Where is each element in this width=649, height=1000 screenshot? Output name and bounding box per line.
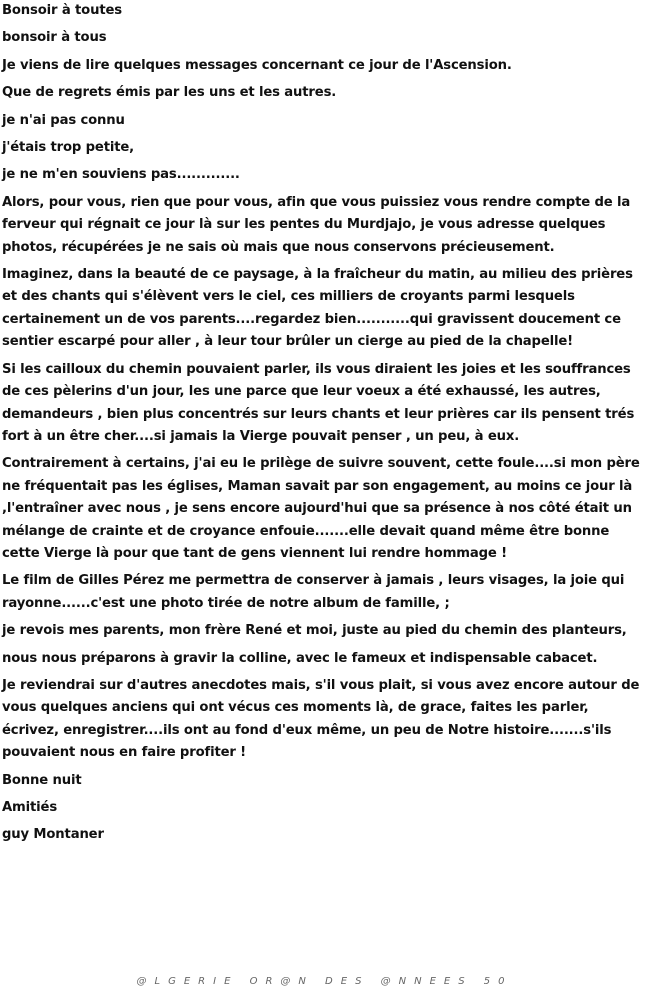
letter-paragraph: Imaginez, dans la beauté de ce paysage, à la fraîcheur du matin, au milieu des prières et des chants qui s'élèvent vers le ciel, ces milliers de croyants parmi lesquels certainement un de vos parents....regardez bien...........qui gravissent doucement ce sentier escarpé pour aller , à leur tour brûler un cierge au pied de la chapelle! [2, 267, 633, 350]
letter-paragraph: Que de regrets émis par les uns et les autres. [2, 85, 337, 101]
greeting-line: Bonsoir à toutes [2, 3, 122, 18]
letter-paragraph: Alors, pour vous, rien que pour vous, afin que vous puissiez vous rendre compte de la ferveur qui régnait ce jour là sur les pentes du Murdjajo, je vous adresse quelques photos, récupérées je ne sais où mais que nous conservons précieusement. [2, 194, 631, 255]
closing-line: Amitiés [2, 800, 58, 815]
greeting-line: bonsoir à tous [2, 30, 107, 46]
letter-paragraph: je ne m'en souviens pas............. [2, 167, 240, 183]
letter-paragraph: Contrairement à certains, j'ai eu le prilège de suivre souvent, cette foule....si mon père ne fréquentait pas les églises, Maman savait par son engagement, au moins ce jour là ,l'entraîner avec nous , je sens encore aujourd'hui que sa présence à nos côté était un mélange de crainte et de croyance enfouie.......elle devait quand même être bonne cette Vierge là pour que tant de gens viennent lui rendre hommage ! [2, 456, 640, 561]
letter-paragraph: Le film de Gilles Pérez me permettra de conserver à jamais , leurs visages, la joie qui rayonne......c'est une photo tirée de notre album de famille, ; [2, 573, 625, 611]
letter-paragraph: je revois mes parents, mon frère René et moi, juste au pied du chemin des planteurs, [2, 623, 627, 639]
letter-paragraph: j'étais trop petite, [2, 140, 135, 156]
letter-paragraph: Si les cailloux du chemin pouvaient parler, ils vous diraient les joies et les souffrances de ces pèlerins d'un jour, les une parce que leur voeux a été exhaussé, les autres, demandeurs , bien plus concentrés sur leurs chants et leur prières car ils pensent trés fort à un être cher....si jamais la Vierge pouvait penser , un peu, à eux. [2, 361, 635, 444]
letter-paragraph: je n'ai pas connu [2, 112, 125, 128]
letter-body [2, 0, 646, 852]
footer-watermark: @LGERIE OR@N DES @NNEES 50 [136, 976, 513, 987]
letter-paragraph: Je reviendrai sur d'autres anecdotes mais, s'il vous plait, si vous avez encore autour de vous quelques anciens qui ont vécus ces moments là, de grace, faites les parler, écrivez, enregistrer....ils ont au fond d'eux même, un peu de Notre histoire.......s'ils pouvaient nous en faire profiter ! [2, 677, 640, 761]
letter-paragraph: Je viens de lire quelques messages concernant ce jour de l'Ascension. [2, 57, 512, 73]
letter-paragraph: nous nous préparons à gravir la colline, avec le fameux et indispensable cabacet. [2, 650, 598, 666]
closing-line: Bonne nuit [2, 772, 82, 788]
signature: guy Montaner [2, 827, 104, 843]
